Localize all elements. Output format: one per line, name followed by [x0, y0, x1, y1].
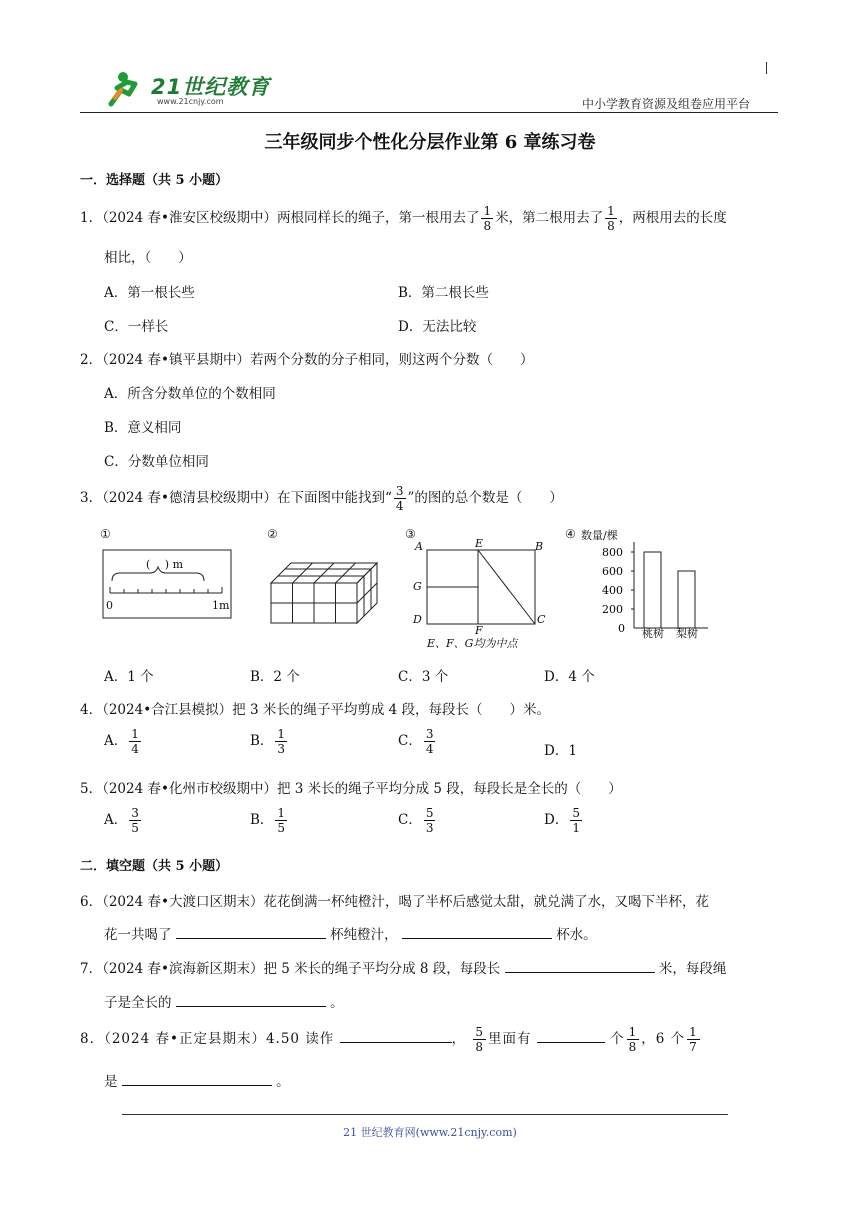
q5-b-label: B．	[250, 812, 274, 828]
q8-text-6: 是	[104, 1074, 118, 1090]
q5-option-d[interactable]	[544, 806, 584, 835]
q5-b-den: 5	[277, 821, 286, 835]
q8-text-5: ，6 个	[641, 1031, 686, 1047]
q5-a-den: 5	[131, 821, 139, 835]
fig2-number: ②	[267, 527, 278, 541]
section2-heading: 二．填空题（共 5 小题）	[80, 859, 229, 874]
q5-c-num: 5	[425, 806, 434, 820]
q1-option-d[interactable]: D．无法比较	[398, 319, 477, 335]
q1-line2: 相比，（ ）	[104, 250, 192, 266]
q8-f1-num: 5	[475, 1025, 485, 1039]
q4-a-den: 4	[131, 742, 139, 756]
q1-f2-den: 8	[607, 219, 615, 233]
q4-a-fraction	[129, 727, 141, 756]
q5-a-label: A．	[104, 812, 128, 828]
logo-main-text: 21世纪教育	[151, 75, 271, 99]
q7-text-4: 。	[330, 995, 344, 1011]
q8-fraction-3	[687, 1025, 700, 1054]
q8-fraction-1	[473, 1025, 486, 1054]
q1-option-b[interactable]: B．第二根长些	[398, 285, 489, 301]
bar-1	[644, 552, 661, 628]
fig3-label-a: A	[415, 540, 423, 553]
q3-option-c[interactable]: C．3 个	[398, 669, 449, 685]
q8-text-7: 。	[276, 1074, 290, 1090]
q6-text-1: 花一共喝了	[104, 927, 172, 943]
header-rule	[80, 112, 778, 113]
y-tick-label: 400	[602, 584, 623, 597]
q3-suffix: ”的图的总个数是（ ）	[407, 490, 563, 506]
q3-prefix: 3．（2024 春•德清县校级期中）在下面图中能找到“	[80, 490, 392, 506]
fig4-cat1-label: 桃树	[642, 627, 664, 640]
q1-suffix: ，两根用去的长度	[618, 210, 727, 226]
bar-2	[678, 571, 695, 628]
q5-c-label: C．	[398, 812, 422, 828]
q5-b-num: 1	[277, 806, 286, 820]
y-tick-label: 600	[602, 565, 623, 578]
fig1-zero-label: 0	[106, 599, 113, 612]
logo-url-text: www.21cnjy.com	[157, 97, 224, 106]
q1-prefix: 1．（2024 春•淮安区校级期中）两根同样长的绳子，第一根用去了	[80, 210, 480, 226]
fig3-note: E、F、G均为中点	[427, 637, 518, 650]
q4-a-num: 1	[131, 727, 139, 741]
q3-option-d[interactable]: D．4 个	[544, 669, 595, 685]
q2-stem: 2．（2024 春•镇平县期中）若两个分数的分子相同，则这两个分数（ ）	[80, 352, 534, 368]
q2-option-b[interactable]: B．意义相同	[104, 420, 182, 436]
q4-c-fraction	[424, 727, 436, 756]
q4-stem: 4．（2024•合江县模拟）把 3 米长的绳子平均剪成 4 段，每段长（ ）米。	[80, 702, 551, 718]
q8-f3-den: 7	[689, 1040, 698, 1054]
q3-figure-3	[405, 527, 555, 652]
y-tick-label: 200	[602, 603, 623, 616]
y-tick-label: 0	[618, 622, 625, 635]
q1-stem	[80, 204, 727, 233]
q3-f-den: 4	[395, 499, 404, 513]
q6-line1: 6．（2024 春•大渡口区期末）花花倒满一杯纯橙汁，喝了半杯后感觉太甜，就兑满了水，又喝下半杯，花	[80, 894, 709, 910]
q3-fraction	[394, 484, 406, 513]
footer-text: 21 世纪教育网(www.21cnjy.com)	[343, 1126, 517, 1139]
q8-text-1: 8．（2024 春•正定县期末）4.50 读作	[80, 1031, 335, 1047]
q8-f2-den: 8	[628, 1040, 638, 1054]
q6-text-3: 杯水。	[556, 927, 597, 943]
q8-line2	[104, 1070, 290, 1090]
q4-c-num: 3	[425, 727, 434, 741]
q7-line1	[80, 957, 726, 977]
header-right-text: 中小学教育资源及组卷应用平台	[582, 97, 751, 111]
ruler-diagram	[100, 527, 235, 627]
q8-f1-den: 8	[475, 1040, 485, 1054]
fig3-label-f: F	[475, 624, 483, 637]
q8-f2-num: 1	[628, 1025, 638, 1039]
q8-blank-3[interactable]	[122, 1071, 272, 1086]
q5-d-label: D．	[544, 812, 569, 828]
y-tick-label: 800	[602, 546, 623, 559]
q7-blank-2[interactable]	[176, 992, 326, 1007]
q1-f2-num: 1	[607, 204, 615, 218]
q3-f-num: 3	[395, 484, 404, 498]
q6-blank-1[interactable]	[176, 924, 326, 939]
q2-option-c[interactable]: C．分数单位相同	[104, 454, 209, 470]
q3-option-b[interactable]: B．2 个	[250, 669, 300, 685]
q5-c-fraction	[424, 806, 436, 835]
q1-f1-den: 8	[483, 219, 492, 233]
fig4-ylabel: 数量/棵	[581, 529, 618, 542]
q3-option-a[interactable]: A．1 个	[104, 669, 154, 685]
q4-c-label: C．	[398, 733, 422, 749]
q6-line2	[104, 923, 597, 943]
q5-a-num: 3	[131, 806, 139, 820]
q4-b-den: 3	[277, 742, 286, 756]
fig4-number: ④	[565, 527, 576, 541]
q8-fraction-2	[627, 1025, 640, 1054]
fig3-label-d: D	[413, 613, 422, 626]
q5-option-c[interactable]	[398, 806, 437, 835]
q8-line1	[80, 1025, 702, 1054]
q4-option-b[interactable]	[250, 727, 289, 756]
q4-b-fraction	[275, 727, 287, 756]
q5-d-den: 1	[572, 821, 580, 835]
fig1-1m-label: 1m	[212, 599, 230, 612]
q4-b-label: B．	[250, 733, 274, 749]
q5-d-num: 5	[572, 806, 580, 820]
q1-fraction-1	[481, 204, 493, 233]
header-logo	[105, 68, 280, 110]
q4-option-c[interactable]	[398, 727, 437, 756]
q4-b-num: 1	[277, 727, 286, 741]
q8-text-3: 里面有	[488, 1031, 532, 1047]
fig3-label-e: E	[475, 537, 484, 550]
section1-heading: 一．选择题（共 5 小题）	[80, 173, 229, 188]
q4-option-d[interactable]: D．1	[544, 743, 577, 759]
fig3-number: ③	[405, 527, 416, 541]
q7-blank-1[interactable]	[505, 958, 655, 973]
q6-text-2: 杯纯橙汁，	[330, 927, 398, 943]
q8-text-4: 个	[610, 1031, 625, 1047]
q7-text-2: 米，每段绳	[658, 961, 727, 977]
q5-option-b[interactable]	[250, 806, 289, 835]
q5-a-fraction	[129, 806, 141, 835]
q6-blank-2[interactable]	[402, 924, 552, 939]
q4-c-den: 4	[425, 742, 434, 756]
q2-option-a[interactable]: A．所含分数单位的个数相同	[104, 386, 276, 402]
q1-option-c[interactable]: C．一样长	[104, 319, 169, 335]
footer-rule	[122, 1114, 728, 1115]
q7-line2	[104, 991, 344, 1011]
q4-option-a[interactable]	[104, 727, 143, 756]
fig4-cat2-label: 梨树	[676, 627, 698, 640]
q8-text-2: ，	[451, 1031, 467, 1047]
fig3-label-c: C	[537, 613, 546, 626]
q5-stem: 5．（2024 春•化州市校级期中）把 3 米长的绳子平均分成 5 段，每段长是全长的（ ）	[80, 781, 622, 797]
fig3-label-g: G	[413, 580, 422, 593]
q1-fraction-2	[605, 204, 617, 233]
q8-blank-1[interactable]	[340, 1028, 452, 1043]
q3-stem	[80, 484, 563, 513]
q4-a-label: A．	[104, 733, 128, 749]
q5-b-fraction	[275, 806, 287, 835]
fig3-label-b: B	[535, 540, 544, 553]
q7-text-3: 子是全长的	[104, 995, 172, 1011]
q3-figure-2	[265, 527, 385, 627]
q8-f3-num: 1	[689, 1025, 698, 1039]
cuboid-diagram	[265, 527, 385, 627]
header-right-bar	[766, 62, 767, 74]
q3-figure-4	[562, 524, 722, 644]
q1-f1-num: 1	[483, 204, 492, 218]
q3-figure-1	[100, 527, 235, 627]
q7-text-1: 7．（2024 春•滨海新区期末）把 5 米长的绳子平均分成 8 段，每段长	[80, 961, 501, 977]
q1-option-a[interactable]: A．第一根长些	[104, 285, 195, 301]
q5-d-fraction	[570, 806, 582, 835]
page-title: 三年级同步个性化分层作业第 6 章练习卷	[264, 132, 596, 153]
q5-c-den: 3	[425, 821, 434, 835]
fig1-bracket-label: ( ) m	[146, 558, 184, 571]
q1-mid: 米，第二根用去了	[495, 210, 604, 226]
q8-blank-2[interactable]	[537, 1028, 605, 1043]
q5-option-a[interactable]	[104, 806, 143, 835]
fig1-number: ①	[100, 527, 111, 541]
